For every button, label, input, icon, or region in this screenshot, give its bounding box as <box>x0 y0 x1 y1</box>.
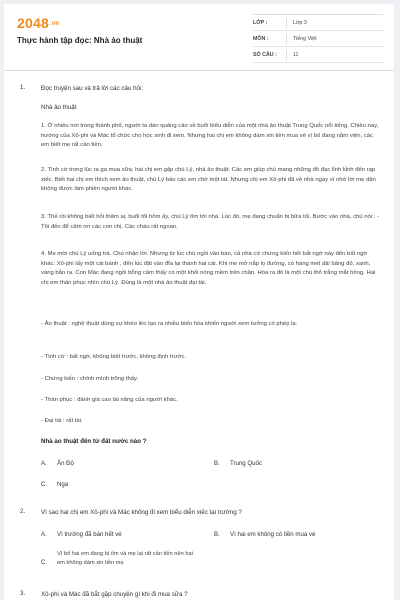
meta-value: 11 <box>293 51 299 58</box>
option-text: Ấn Độ <box>57 460 74 467</box>
logo-tld: .vn <box>49 21 60 28</box>
answer-option-a[interactable] <box>41 459 74 468</box>
answer-option-c[interactable] <box>41 480 68 489</box>
question-text: Xô-phi và Mác đã bắt gặp chuyện gì khi đi mua sữa ? <box>41 591 188 598</box>
meta-separator <box>286 34 287 44</box>
answer-option-c-text[interactable]: Vì bố hai em đang bị ốm và mẹ lại rất cần tiền nên hai em không dám xin tiền mẹ <box>57 551 193 566</box>
meta-label: LỚP : <box>253 19 268 26</box>
question-number: 3. <box>20 590 26 597</box>
answer-option-c-key[interactable]: C. <box>41 559 48 566</box>
glossary-item: - Đại tài : rất tài. <box>41 418 83 424</box>
question-text: Nhà ảo thuật đến từ đất nước nào ? <box>41 438 147 445</box>
question-number: 1. <box>20 84 26 91</box>
option-key: B. <box>214 460 220 467</box>
glossary-item: - Thán phục : đánh giá cao tài năng của người khác. <box>41 397 178 403</box>
story-paragraph: 3. Thế rồi không biết hỏi thăm ai, buổi tối hôm ấy, chú Lý tìm tới nhà. Lúc đó, mẹ đang chuẩn bị bữa tối. Bước vào nhà, chú nói : - Tôi đến để cảm ơn các con chị. Các cháu rất ngoan. <box>41 214 379 230</box>
meta-value: Tiếng Việt <box>293 35 317 42</box>
answer-option-a[interactable] <box>41 530 122 539</box>
option-text: Vì trường đã bán hết vé <box>57 531 122 538</box>
question-text: Vì sao hai chị em Xô-phi và Mác không đi xem biểu diễn xiếc tại trường ? <box>41 509 242 516</box>
meta-row-count <box>253 47 383 63</box>
site-logo[interactable] <box>17 15 59 31</box>
option-key: A. <box>41 531 47 538</box>
logo-text: 2048 <box>17 15 49 31</box>
worksheet-page <box>4 4 394 600</box>
answer-option-b[interactable] <box>214 530 315 539</box>
question-number: 2. <box>20 508 26 515</box>
document-title: Thực hành tập đọc: Nhà ảo thuật <box>17 36 143 45</box>
glossary-item: - Chứng kiến : chính mình trông thấy. <box>41 376 139 382</box>
story-paragraph: 4. Mẹ mời chú Lý uống trà. Chú nhận lời. Nhưng từ lúc chú ngồi vào bàn, cả nhà cứ chứng kiến hết bất ngờ này đến bất ngờ khác. Xô-phi lấy một cái bánh , đến lúc đặt vào đĩa lại thành hai cái. Khi mẹ mở nắp lọ đường, có hàng mét dải băng đỏ, xanh, vàng bắn ra. Con Mác đang ngồi bỗng cảm thấy có một khối nóng mềm trên chân. Hóa ra đó là một chú thỏ trắng mắt hồng. Hai chị em thán phục nhìn chú Lý. Đúng là một nhà ảo thuật đại tài. <box>41 251 376 286</box>
story-paragraph: 1. Ở nhiều nơi trong thành phố, người ta dán quảng cáo về buổi biểu diễn của một nhà ảo thuật Trung Quốc nổi tiếng. Chiều nay, hướng của Xô-phi và Mác tổ chức cho học sinh đi xem. Nhưng hai chị em không dám xin tiền mua vé vì bố đang nằm viện, các em biết mẹ rất cần tiền. <box>41 123 379 149</box>
story-paragraph: 2. Tình cờ trong lúc ra ga mua sữa, hai chị em gặp chú Lý, nhà ảo thuật. Các em giúp chú mang những đồ đạc lỉnh kỉnh đến rạp xiếc. Biết hai chị em thích xem ảo thuật, chú Lý bảo các em chờ một lát. Nhưng chị em Xô-phi đã về nhà ngay vì nhớ lời mẹ dặn không được làm phiền người khác. <box>41 167 376 193</box>
answer-option-b[interactable] <box>214 459 262 468</box>
option-key: A. <box>41 460 47 467</box>
meta-label: MÔN : <box>253 35 269 42</box>
story-title: Nhà ảo thuật <box>41 104 77 111</box>
option-key: B. <box>214 531 220 538</box>
option-text: Nga <box>57 481 69 488</box>
option-key: C. <box>41 481 48 488</box>
meta-label: SỐ CÂU : <box>253 51 277 58</box>
meta-row-grade <box>253 15 383 31</box>
option-text: Vì hai em không có tiền mua vé <box>230 531 316 538</box>
question-prompt: Đọc truyện sau và trả lời các câu hỏi: <box>41 85 144 92</box>
glossary-item: - Ảo thuật : nghệ thuật dùng sự khéo léo tạo ra nhiều biến hóa khiến người xem tưởng có phép lạ. <box>41 321 298 327</box>
meta-info-box <box>253 14 383 63</box>
glossary-item: - Tình cờ : bất ngờ, không biết trước, không định trước. <box>41 354 187 360</box>
header-divider <box>4 70 394 71</box>
meta-separator <box>286 18 287 28</box>
meta-row-subject <box>253 31 383 47</box>
meta-value: Lớp 3 <box>293 19 307 26</box>
option-text: Trung Quốc <box>230 460 262 467</box>
meta-separator <box>286 50 287 60</box>
